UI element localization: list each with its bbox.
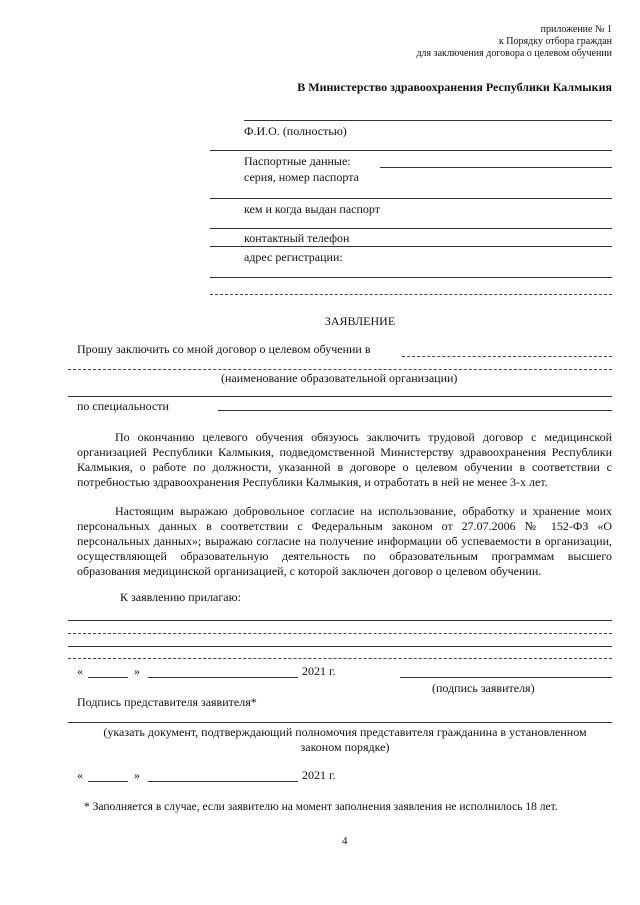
addressee: В Министерство здравоохранения Республики Калмыкия: [297, 80, 612, 94]
date1-open-quote: «: [77, 664, 83, 678]
attach-line-1[interactable]: [68, 620, 612, 621]
specialty-line-top[interactable]: [68, 396, 612, 397]
date1-month-line[interactable]: [148, 677, 298, 678]
attachments-label: К заявлению прилагаю:: [120, 590, 241, 604]
address-line-1[interactable]: [210, 277, 612, 278]
signature-caption: (подпись заявителя): [432, 681, 535, 695]
address-label: адрес регистрации:: [244, 250, 343, 264]
date2-open-quote: «: [77, 768, 83, 782]
org-line-1[interactable]: [402, 356, 612, 357]
attach-line-2[interactable]: [68, 633, 612, 634]
issued-label: кем и когда выдан паспорт: [244, 202, 381, 216]
date1-close-quote: »: [134, 664, 140, 678]
phone-label: контактный телефон: [244, 231, 350, 245]
appendix-line-3: для заключения договора о целевом обучении: [416, 48, 612, 59]
passport-label: Паспортные данные:: [244, 154, 351, 168]
appendix-header: [416, 24, 612, 60]
attach-line-4[interactable]: [68, 658, 612, 659]
org-line-2[interactable]: [68, 369, 612, 370]
request-text: Прошу заключить со мной договор о целевом обучении в: [77, 342, 371, 356]
rep-signature-label: Подпись представителя заявителя*: [77, 695, 257, 709]
passport-line[interactable]: [380, 167, 612, 168]
fio-line[interactable]: [210, 150, 612, 151]
specialty-label: по специальности: [77, 399, 169, 413]
org-caption: (наименование образовательной организации): [221, 371, 458, 385]
specialty-line[interactable]: [218, 410, 612, 411]
date2-day-line[interactable]: [88, 781, 128, 782]
series-label: серия, номер паспорта: [244, 170, 359, 184]
rep-doc-line[interactable]: [68, 722, 612, 723]
consent-paragraph: Настоящим выражаю добровольное согласие на использование, обработку и хранение моих персональных данных в соответствии с Федеральным законом от 27.07.2006 № 152-ФЗ «О персональных данных»; выражаю согласие на получение информации об успеваемости в организации, осуществляющей образовательную деятельность по образовательным программам высшего образования медицинской организацией, с которой заключен договор о целевом обучении.: [77, 504, 612, 578]
date2-close-quote: »: [134, 768, 140, 782]
footnote: * Заполняется в случае, если заявителю на момент заполнения заявления не исполнилось 18 лет.: [84, 801, 558, 813]
date1-day-line[interactable]: [88, 677, 128, 678]
appendix-line-1: приложение № 1: [540, 24, 612, 35]
fio-line-top: [244, 120, 612, 121]
attach-line-3[interactable]: [68, 646, 612, 647]
statement-title: ЗАЯВЛЕНИЕ: [324, 314, 396, 328]
address-line-2[interactable]: [210, 294, 612, 295]
signature-line[interactable]: [400, 677, 612, 678]
obligation-paragraph: По окончанию целевого обучения обязуюсь заключить трудовой договор с медицинской организацией Республики Калмыкия, подведомственной Министерству здравоохранения Республики Калмыкия, о работе по должности, указанной в договоре о целевом обучении в соответствии с потребностью здравоохранения Республики Калмыкия, и отработать в ней не менее 3-х лет.: [77, 430, 612, 489]
date2-month-line[interactable]: [148, 781, 298, 782]
phone-line[interactable]: [210, 246, 612, 247]
fio-label: Ф.И.О. (полностью): [244, 124, 347, 138]
date2-year: 2021 г.: [302, 768, 336, 782]
series-line[interactable]: [210, 198, 612, 199]
page-number: 4: [342, 835, 348, 847]
rep-doc-caption: (указать документ, подтверждающий полномочия представителя гражданина в установленном законом порядке): [103, 725, 587, 754]
appendix-line-2: к Порядку отбора граждан: [498, 36, 612, 47]
issued-line[interactable]: [210, 228, 612, 229]
date1-year: 2021 г.: [302, 664, 336, 678]
